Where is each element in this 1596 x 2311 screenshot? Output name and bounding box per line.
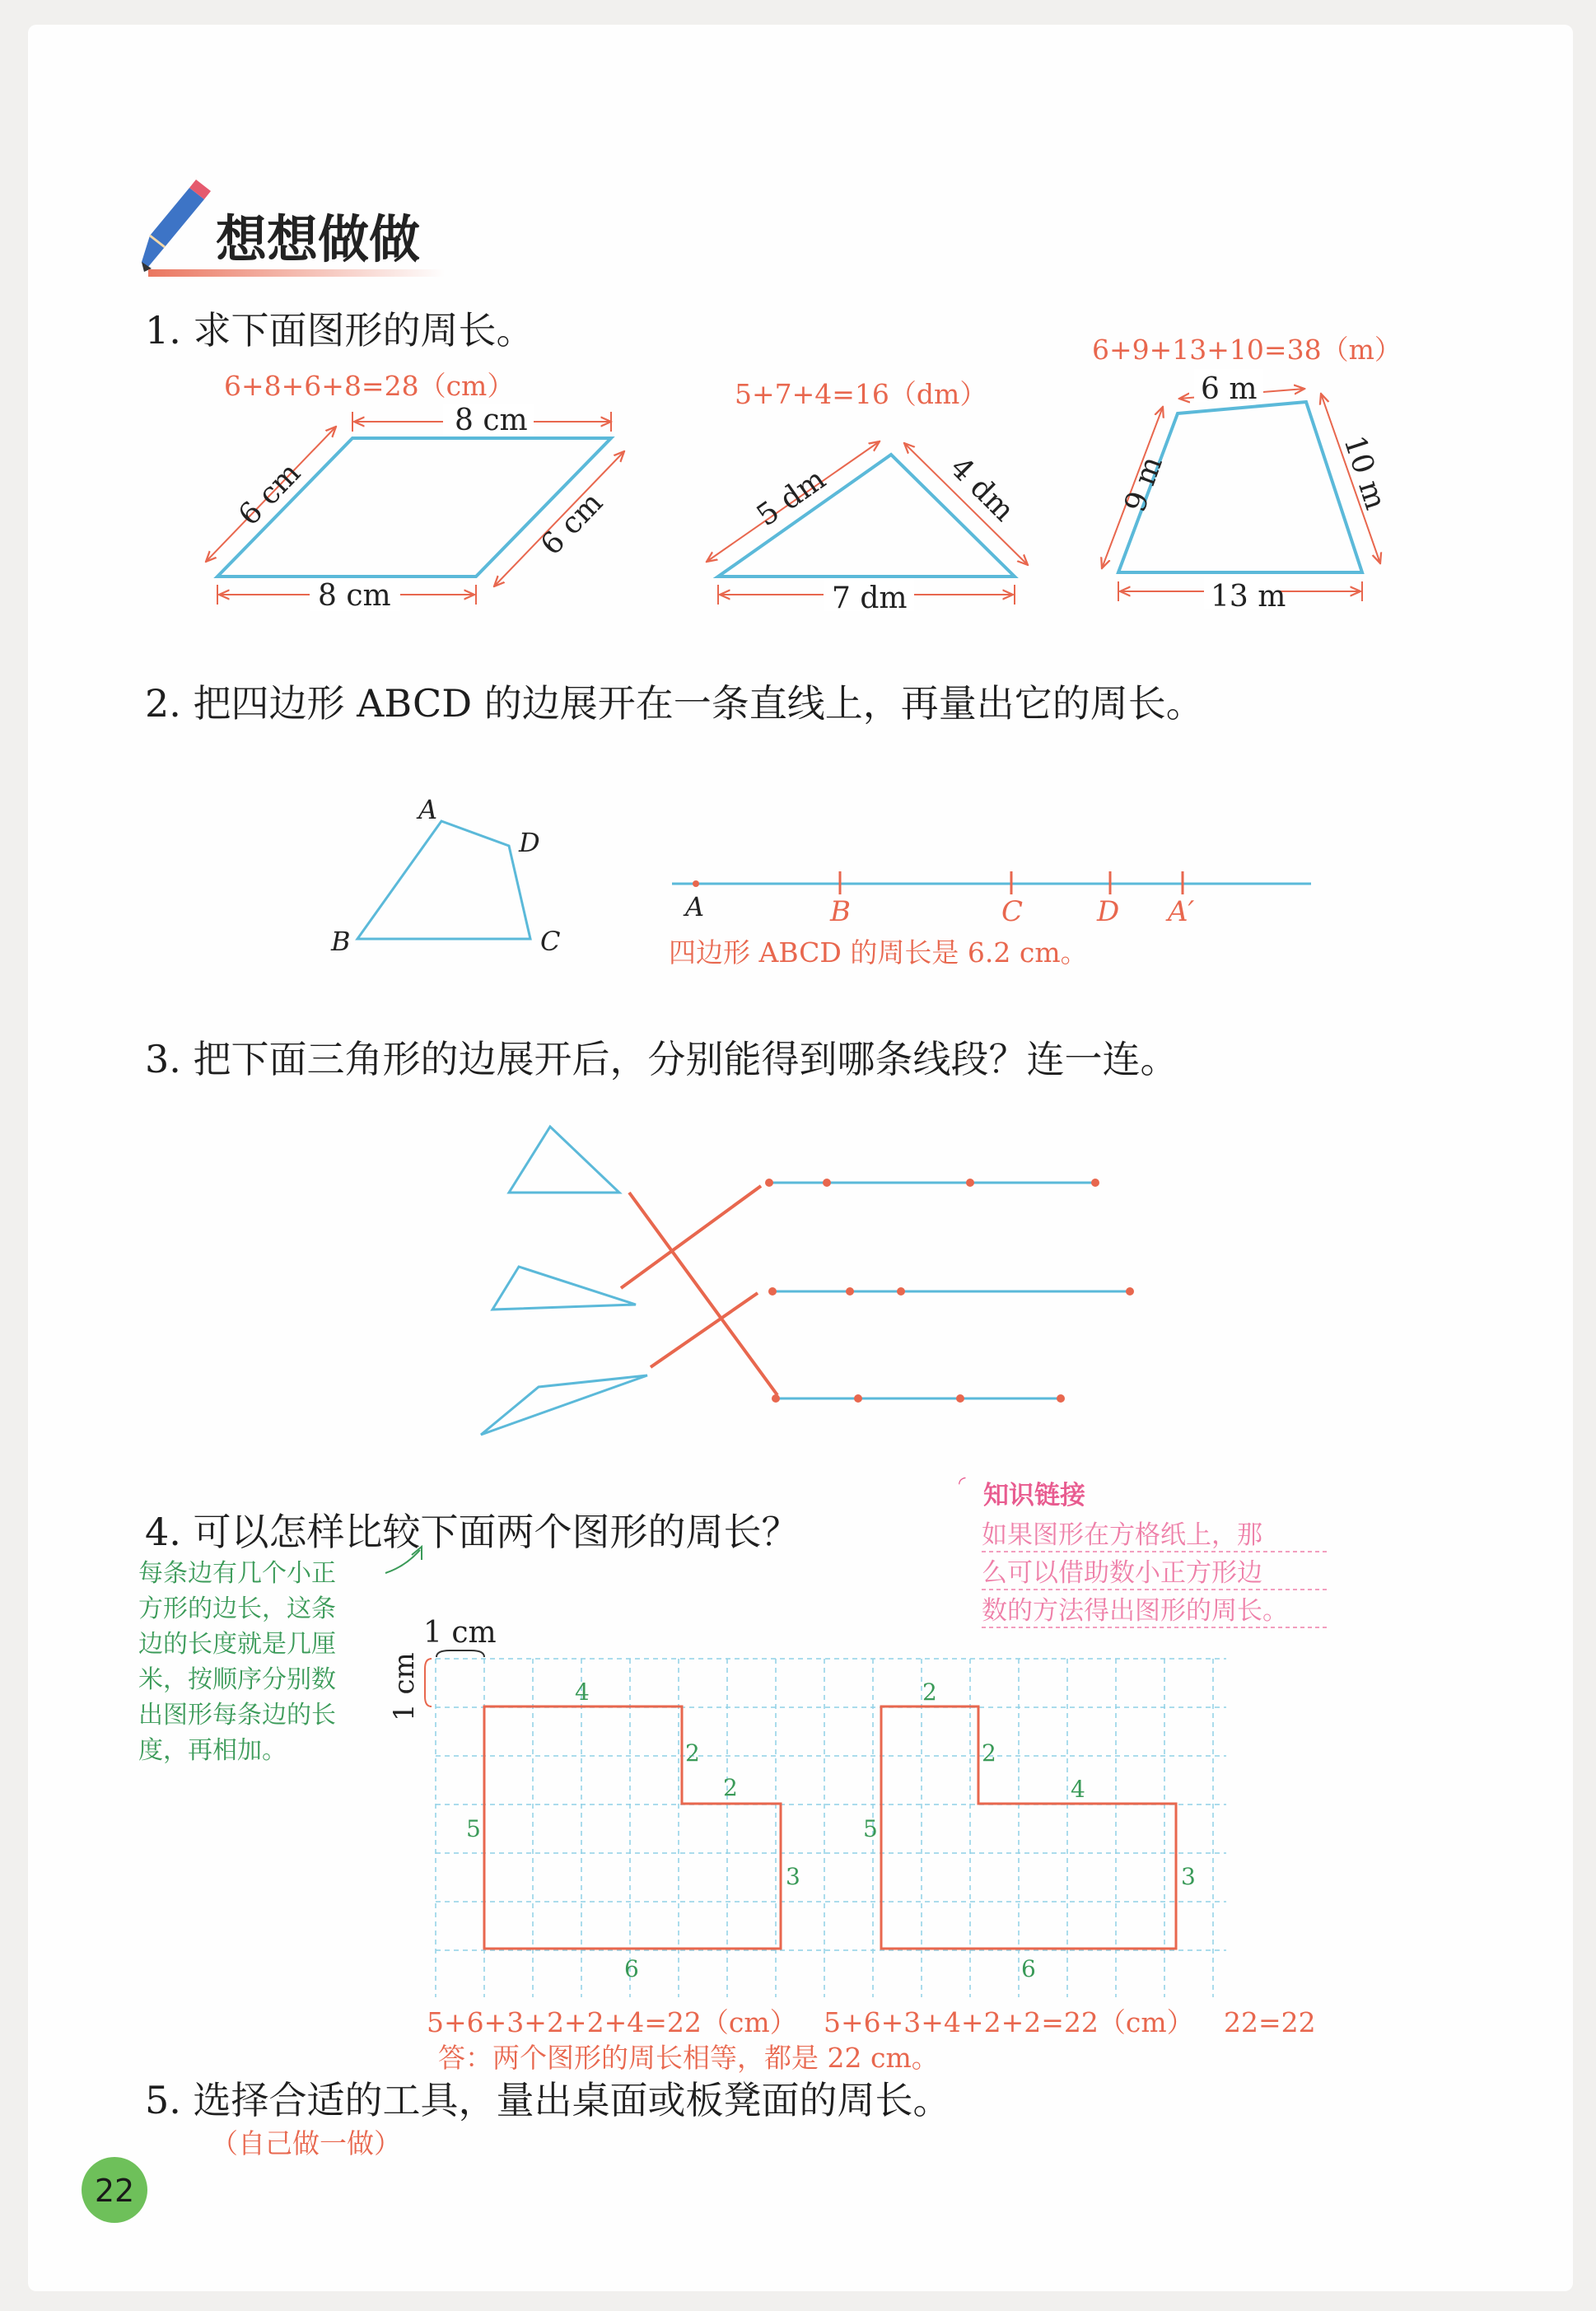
q1-parallelogram-answer: 6+8+6+8=28（cm）	[224, 370, 515, 402]
parallelogram-bottom-label: 8 cm	[318, 579, 391, 613]
q2-answer: 四边形 ABCD 的周长是 6.2 cm。	[669, 936, 1088, 969]
segment-point	[897, 1287, 905, 1296]
hint-line: 米，按顺序分别数	[138, 1665, 336, 1694]
q4-prompt: 4. 可以怎样比较下面两个图形的周长？	[145, 1510, 800, 1554]
line-label-b: B	[830, 895, 851, 928]
shape2-step-h-label: 4	[1071, 1776, 1085, 1803]
triangle-left-label: 5 dm	[750, 462, 833, 534]
line-label-d: D	[1097, 895, 1120, 928]
q1-trapezoid	[1092, 334, 1402, 614]
segment-point	[1091, 1179, 1099, 1187]
q1-parallelogram	[206, 370, 624, 613]
q2-prompt: 2. 把四边形 ABCD 的边展开在一条直线上，再量出它的周长。	[145, 681, 1204, 726]
knowledge-text-line: 如果图形在方格纸上，那	[982, 1520, 1262, 1550]
segment-point	[1126, 1287, 1134, 1296]
knowledge-icon: ◜	[959, 1473, 966, 1494]
segment-point	[765, 1179, 773, 1187]
hint-line: 每条边有几个小正	[138, 1559, 336, 1588]
shape2-left-label: 5	[863, 1815, 878, 1842]
q3-prompt: 3. 把下面三角形的边展开后，分别能得到哪条线段？连一连。	[145, 1037, 1178, 1081]
grid-shape-1	[484, 1706, 781, 1949]
trapezoid-top-label: 6 m	[1201, 372, 1258, 406]
q5-prompt: 5. 选择合适的工具，量出桌面或板凳面的周长。	[145, 2078, 951, 2122]
triangle-bottom-label: 7 dm	[832, 581, 908, 615]
segment-point	[768, 1287, 777, 1296]
connect-line-3	[651, 1293, 758, 1367]
vertex-label-a: A	[418, 794, 438, 825]
shape1-top-label: 4	[575, 1678, 590, 1706]
q4-answer-1: 5+6+3+2+2+4=22（cm）	[427, 2006, 797, 2038]
vertex-label-b: B	[331, 926, 351, 957]
shape1-step-v-label: 2	[685, 1739, 700, 1767]
q1-prompt: 1. 求下面图形的周长。	[145, 308, 534, 352]
triangle-3	[481, 1375, 647, 1435]
segment-point	[854, 1394, 862, 1403]
shape1-step-h-label: 2	[723, 1774, 738, 1801]
trapezoid-right-label: 10 m	[1337, 432, 1393, 514]
q5-answer: （自己做一做）	[211, 2127, 401, 2159]
unit-label-vertical: 1 cm	[388, 1652, 421, 1721]
q4-hint	[138, 1547, 422, 1765]
segment-point	[846, 1287, 854, 1296]
triangle-right-label: 4 dm	[943, 451, 1021, 529]
q4-answer-2: 5+6+3+4+2+2=22（cm）	[824, 2006, 1194, 2038]
knowledge-link-box	[959, 1473, 1328, 1627]
section-header	[142, 180, 445, 277]
q1-trapezoid-answer: 6+9+13+10=38（m）	[1092, 334, 1402, 366]
connect-line-2	[621, 1186, 761, 1288]
shape2-top-label: 2	[922, 1678, 937, 1706]
trapezoid-left-label: 9 m	[1118, 451, 1169, 517]
segment-point	[1057, 1394, 1065, 1403]
q2-number-line	[672, 871, 1311, 928]
q3-segments	[765, 1179, 1134, 1403]
shape1-left-label: 5	[466, 1815, 481, 1842]
q3-answer-connections	[621, 1186, 777, 1395]
quadrilateral-shape	[357, 821, 530, 939]
hint-line: 边的长度就是几厘	[138, 1630, 336, 1659]
parallelogram-left-label: 6 cm	[231, 455, 308, 533]
q4-conclusion: 答：两个图形的周长相等，都是 22 cm。	[438, 2042, 939, 2074]
grid-shape-2	[881, 1706, 1176, 1949]
vertex-label-c: C	[540, 926, 561, 957]
parallelogram-right-label: 6 cm	[534, 485, 610, 563]
square-grid	[436, 1659, 1226, 1997]
unit-label-horizontal: 1 cm	[423, 1616, 497, 1650]
header-title: 想想做做	[216, 209, 421, 269]
shape2-step-v-label: 2	[982, 1739, 996, 1767]
point-a	[693, 880, 699, 887]
segment-point	[823, 1179, 831, 1187]
page-number-badge	[82, 2157, 147, 2223]
parallelogram-top-label: 8 cm	[455, 404, 528, 437]
shape2-right-label: 3	[1181, 1863, 1196, 1890]
q4-answer-3: 22=22	[1224, 2006, 1316, 2038]
knowledge-text-line: 数的方法得出图形的周长。	[982, 1596, 1288, 1626]
pencil-icon	[142, 180, 211, 272]
hint-line: 方形的边长，这条	[138, 1594, 336, 1623]
shape1-right-label: 3	[786, 1863, 800, 1890]
unit-brace-vertical	[425, 1659, 432, 1706]
shape1-bottom-label: 6	[624, 1955, 639, 1982]
triangle-1	[509, 1127, 619, 1193]
segment-point	[966, 1179, 974, 1187]
q1-triangle	[707, 378, 1028, 615]
line-label-a-prime: A′	[1168, 895, 1195, 928]
line-label-a: A	[685, 891, 705, 922]
header-underline	[148, 269, 445, 277]
hint-line: 出图形每条边的长	[138, 1701, 336, 1730]
triangle-2	[492, 1267, 636, 1310]
line-label-c: C	[1001, 895, 1024, 928]
trapezoid-bottom-label: 13 m	[1211, 580, 1286, 614]
vertex-label-d: D	[519, 827, 540, 858]
knowledge-text-line: 么可以借助数小正方形边	[982, 1558, 1262, 1588]
q2-quadrilateral	[330, 794, 560, 957]
q1-triangle-answer: 5+7+4=16（dm）	[735, 378, 987, 410]
page-number: 22	[94, 2173, 135, 2209]
knowledge-title: 知识链接	[983, 1481, 1085, 1510]
shape2-bottom-label: 6	[1021, 1955, 1036, 1982]
q3-triangles	[481, 1127, 647, 1435]
hint-line: 度，再相加。	[138, 1736, 287, 1765]
segment-point	[956, 1394, 964, 1403]
unit-brace-horizontal	[436, 1650, 484, 1657]
